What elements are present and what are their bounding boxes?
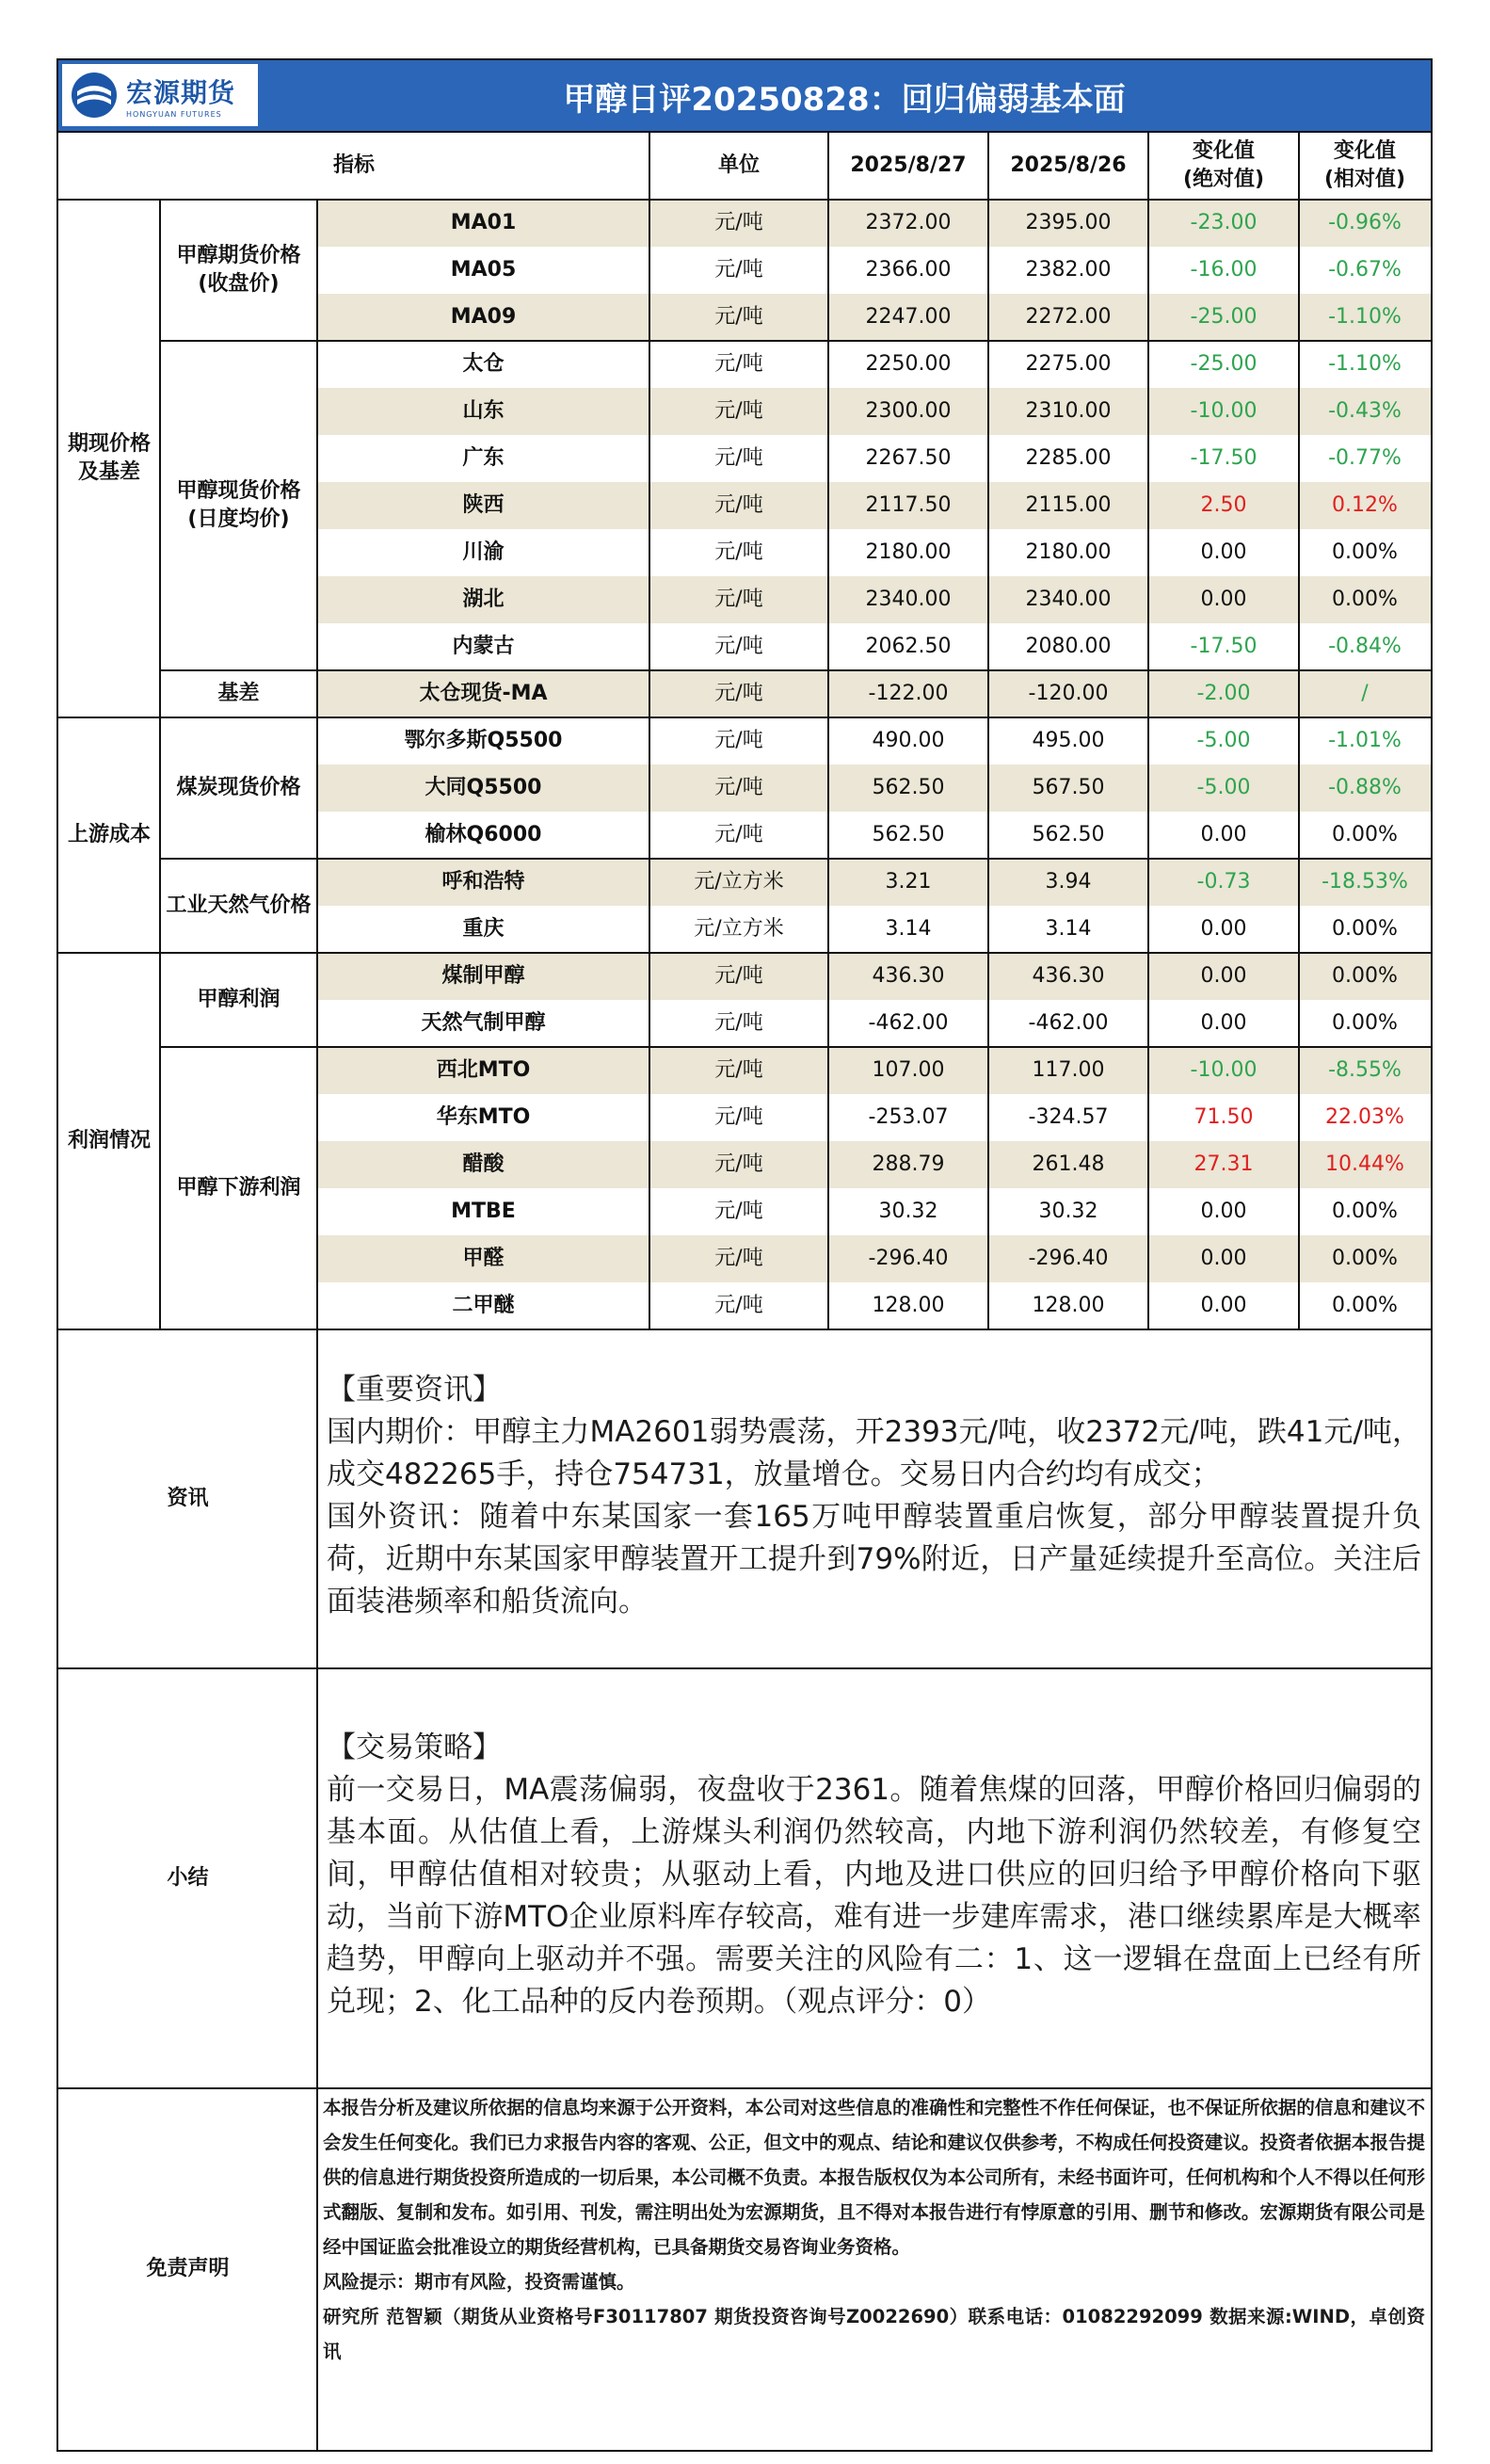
unit-cell: 元/吨: [714, 1200, 763, 1224]
value-date1: 128.00: [872, 1294, 945, 1318]
change-abs: -2.00: [1196, 682, 1251, 706]
change-abs: 0.00: [1200, 917, 1247, 942]
logo-text-en: HONGYUAN FUTURES: [126, 109, 222, 119]
value-date1: 3.14: [885, 917, 932, 942]
change-abs: 71.50: [1194, 1105, 1254, 1130]
indicator-name: 华东MTO: [436, 1105, 531, 1130]
unit-cell: 元/吨: [714, 493, 763, 518]
value-date2: -296.40: [1028, 1247, 1109, 1271]
unit-cell: 元/吨: [714, 635, 763, 659]
grid-line: [58, 199, 1431, 201]
indicator-name: 广东: [462, 446, 505, 471]
col-header-change-rel-line1: 变化值: [1333, 139, 1396, 164]
disclaimer-text: [323, 2090, 1425, 2448]
unit-cell: 元/吨: [714, 776, 763, 800]
indicator-name: 陕西: [462, 493, 505, 518]
indicator-name: 天然气制甲醇: [421, 1011, 546, 1036]
news-heading: 【重要资讯】: [327, 1373, 502, 1407]
indicator-name: 太仓: [462, 352, 505, 377]
unit-cell: 元/吨: [714, 211, 763, 235]
value-date1: 2180.00: [865, 540, 952, 565]
col-header-change-rel: [1299, 132, 1431, 200]
indicator-name: 太仓现货-MA: [419, 682, 548, 706]
value-date1: 2300.00: [865, 399, 952, 424]
author-info: 研究所 范智颖（期货从业资格号F30117807 期货投资咨询号Z0022690）联系电话：01082292099 数据来源:WIND，卓创资讯: [323, 2306, 1425, 2362]
change-abs: 0.00: [1200, 1011, 1247, 1036]
value-date1: 2247.00: [865, 305, 952, 330]
logo-mark-icon: [70, 71, 119, 120]
news-label: 资讯: [167, 1487, 209, 1511]
indicator-name: MA05: [450, 258, 517, 282]
value-date1: 562.50: [872, 823, 945, 847]
grid-line: [987, 132, 989, 1329]
change-abs: -16.00: [1190, 258, 1258, 282]
grid-line: [316, 200, 318, 1329]
indicator-name: 呼和浩特: [441, 870, 525, 894]
change-abs: 0.00: [1200, 823, 1247, 847]
change-rel: 0.00%: [1332, 823, 1398, 847]
value-date2: 495.00: [1032, 729, 1105, 753]
unit-cell: 元/吨: [714, 1105, 763, 1130]
grid-line: [160, 340, 1431, 342]
value-date1: 288.79: [872, 1152, 945, 1177]
change-rel: 0.12%: [1332, 493, 1398, 518]
value-date2: 2275.00: [1025, 352, 1112, 377]
col-header-change-rel-line2: (相对值): [1323, 168, 1406, 191]
change-rel: -0.67%: [1328, 258, 1402, 282]
indicator-name: 醋酸: [462, 1152, 505, 1177]
change-rel: 0.00%: [1332, 1247, 1398, 1271]
subgroup-label: 甲醇利润: [197, 988, 280, 1012]
col-header-change-abs-line2: (绝对值): [1182, 168, 1265, 191]
indicator-name: 山东: [462, 399, 505, 424]
grid-line: [1298, 132, 1300, 1329]
unit-cell: 元/吨: [714, 1011, 763, 1036]
value-date2: 2395.00: [1025, 211, 1112, 235]
unit-cell: 元/吨: [714, 823, 763, 847]
group-label: 利润情况: [67, 1129, 151, 1153]
value-date2: -462.00: [1028, 1011, 1109, 1036]
subgroup-label: 煤炭现货价格: [176, 776, 301, 800]
grid-line: [160, 669, 1431, 671]
change-rel: -1.10%: [1328, 305, 1402, 330]
grid-line: [160, 952, 1431, 954]
subgroup-label: 基差: [217, 682, 260, 706]
value-date1: -462.00: [868, 1011, 949, 1036]
unit-cell: 元/吨: [714, 446, 763, 471]
grid-line: [58, 131, 1431, 133]
value-date2: 30.32: [1038, 1200, 1098, 1224]
change-rel: -18.53%: [1322, 870, 1408, 894]
col-header-change-abs: [1148, 132, 1299, 200]
change-rel: 0.00%: [1332, 917, 1398, 942]
summary-label: 小结: [167, 1866, 209, 1891]
change-abs: 0.00: [1200, 1200, 1247, 1224]
value-date1: 2117.50: [865, 493, 952, 518]
change-abs: 0.00: [1200, 1247, 1247, 1271]
unit-cell: 元/立方米: [694, 870, 784, 894]
news-domestic: 国内期价：甲醇主力MA2601弱势震荡，开2393元/吨，收2372元/吨，跌41元/吨，成交482265手，持仓754731，放量增仓。交易日内合约均有成交；: [327, 1415, 1421, 1491]
subgroup-label: 工业天然气价格: [166, 894, 312, 918]
unit-cell: 元/吨: [714, 729, 763, 753]
risk-warning: 风险提示：期市有风险，投资需谨慎。: [323, 2271, 635, 2293]
summary-text: [327, 1727, 1421, 2081]
grid-line: [159, 200, 161, 1329]
value-date2: 2115.00: [1025, 493, 1112, 518]
indicator-name: 内蒙古: [452, 635, 515, 659]
change-rel: -0.77%: [1328, 446, 1402, 471]
news-text: [327, 1369, 1421, 1661]
value-date2: 562.50: [1032, 823, 1105, 847]
unit-cell: 元/吨: [714, 682, 763, 706]
report-title: 甲醇日评20250828：回归偏弱基本面: [563, 80, 1126, 119]
grid-line: [1147, 132, 1149, 1329]
unit-cell: 元/吨: [714, 1294, 763, 1318]
change-rel: /: [1361, 682, 1369, 706]
value-date2: 128.00: [1032, 1294, 1105, 1318]
indicator-name: 煤制甲醇: [441, 964, 525, 989]
change-abs: 0.00: [1200, 588, 1247, 612]
change-abs: -25.00: [1190, 305, 1258, 330]
value-date1: 3.21: [885, 870, 932, 894]
change-rel: -0.88%: [1328, 776, 1402, 800]
disclaimer-label: 免责声明: [146, 2257, 230, 2281]
value-date2: -120.00: [1028, 682, 1109, 706]
change-abs: 0.00: [1200, 964, 1247, 989]
indicator-name: 甲醛: [462, 1247, 505, 1271]
group-label: 期现价格 及基差: [67, 432, 151, 484]
value-date1: 436.30: [872, 964, 945, 989]
change-rel: 0.00%: [1332, 1200, 1398, 1224]
disclaimer-body: 本报告分析及建议所依据的信息均来源于公开资料，本公司对这些信息的准确性和完整性不作任何保证，也不保证所依据的信息和建议不会发生任何变化。我们已力求报告内容的客观、公正，但文中的观点、结论和建议仅供参考，不构成任何投资建议。投资者依据本报告提供的信息进行期货投资所造成的一切后果，本公司概不负责。本报告版权仅为本公司所有，未经书面许可，任何机构和个人不得以任何形式翻版、复制和发布。如引用、刊发，需注明出处为宏源期货，且不得对本报告进行有悖原意的引用、删节和修改。宏源期货有限公司是经中国证监会批准设立的期货经营机构，已具备期货交易咨询业务资格。: [323, 2097, 1425, 2258]
value-date1: 2340.00: [865, 588, 952, 612]
indicator-name: 重庆: [462, 917, 505, 942]
company-logo: [62, 64, 258, 126]
group-label: 上游成本: [67, 823, 151, 847]
value-date1: 2250.00: [865, 352, 952, 377]
change-rel: -0.43%: [1328, 399, 1402, 424]
value-date2: 567.50: [1032, 776, 1105, 800]
indicator-name: 鄂尔多斯Q5500: [404, 729, 563, 753]
col-header-date1: 2025/8/27: [850, 153, 967, 178]
value-date2: 3.94: [1045, 870, 1092, 894]
change-abs: -23.00: [1190, 211, 1258, 235]
summary-heading: 【交易策略】: [327, 1731, 502, 1764]
value-date1: -296.40: [868, 1247, 949, 1271]
grid-line: [160, 717, 1431, 718]
subgroup-label: 甲醇现货价格 (日度均价): [176, 479, 301, 531]
value-date1: -253.07: [868, 1105, 949, 1130]
value-date1: 2372.00: [865, 211, 952, 235]
value-date2: 2310.00: [1025, 399, 1112, 424]
change-rel: 10.44%: [1325, 1152, 1404, 1177]
unit-cell: 元/吨: [714, 540, 763, 565]
grid-line: [160, 1046, 1431, 1048]
value-date2: 2080.00: [1025, 635, 1112, 659]
change-abs: -5.00: [1196, 776, 1251, 800]
title-bar: [58, 60, 1431, 132]
change-rel: -0.84%: [1328, 635, 1402, 659]
change-abs: -10.00: [1190, 399, 1258, 424]
subgroup-label: 甲醇下游利润: [176, 1176, 301, 1200]
indicator-name: 湖北: [462, 588, 505, 612]
change-abs: 0.00: [1200, 540, 1247, 565]
value-date1: 2366.00: [865, 258, 952, 282]
unit-cell: 元/吨: [714, 588, 763, 612]
unit-cell: 元/吨: [714, 1247, 763, 1271]
change-abs: -0.73: [1196, 870, 1251, 894]
value-date1: 2062.50: [865, 635, 952, 659]
change-rel: -1.01%: [1328, 729, 1402, 753]
subgroup-label: 甲醇期货价格 (收盘价): [176, 244, 301, 296]
value-date1: 490.00: [872, 729, 945, 753]
grid-line: [160, 858, 1431, 860]
value-date1: 562.50: [872, 776, 945, 800]
col-header-unit: 单位: [717, 153, 760, 178]
unit-cell: 元/吨: [714, 305, 763, 330]
unit-cell: 元/吨: [714, 352, 763, 377]
change-abs: -25.00: [1190, 352, 1258, 377]
value-date2: 2382.00: [1025, 258, 1112, 282]
value-date1: 2267.50: [865, 446, 952, 471]
change-rel: -8.55%: [1328, 1058, 1402, 1083]
value-date2: 2340.00: [1025, 588, 1112, 612]
value-date2: 2272.00: [1025, 305, 1112, 330]
report-sheet: [56, 58, 1433, 2452]
change-abs: 2.50: [1200, 493, 1247, 518]
indicator-name: 川渝: [462, 540, 505, 565]
change-rel: 0.00%: [1332, 1011, 1398, 1036]
summary-body: 前一交易日，MA震荡偏弱，夜盘收于2361。随着焦煤的回落，甲醇价格回归偏弱的基本面。从估值上看，上游煤头利润仍然较高，内地下游利润仍然较差，有修复空间，甲醇估值相对较贵；从驱动上看，内地及进口供应的回归给予甲醇价格向下驱动，当前下游MTO企业原料库存较高，难有进一步建库需求，港口继续累库是大概率趋势，甲醇向上驱动并不强。需要关注的风险有二：1、这一逻辑在盘面上已经有所兑现；2、化工品种的反内卷预期。（观点评分：0）: [327, 1773, 1421, 2019]
change-rel: 0.00%: [1332, 1294, 1398, 1318]
col-header-change-abs-line1: 变化值: [1192, 139, 1255, 164]
grid-line: [160, 1329, 1431, 1330]
change-abs: -17.50: [1190, 635, 1258, 659]
change-rel: -0.96%: [1328, 211, 1402, 235]
change-abs: 27.31: [1194, 1152, 1254, 1177]
indicator-name: 大同Q5500: [425, 776, 542, 800]
change-rel: 0.00%: [1332, 964, 1398, 989]
indicator-name: 二甲醚: [452, 1294, 515, 1318]
grid-line: [649, 132, 650, 1329]
news-foreign: 国外资讯：随着中东某国家一套165万吨甲醇装置重启恢复，部分甲醇装置提升负荷，近期中东某国家甲醇装置开工提升到79%附近，日产量延续提升至高位。关注后面装港频率和船货流向。: [327, 1500, 1421, 1619]
change-abs: 0.00: [1200, 1294, 1247, 1318]
value-date2: 2285.00: [1025, 446, 1112, 471]
value-date2: -324.57: [1028, 1105, 1109, 1130]
col-header-date2: 2025/8/26: [1010, 153, 1127, 178]
col-header-indicator: 指标: [332, 153, 375, 178]
indicator-name: MTBE: [451, 1200, 516, 1224]
change-rel: 22.03%: [1325, 1105, 1404, 1130]
indicator-name: MA01: [450, 211, 517, 235]
value-date2: 436.30: [1032, 964, 1105, 989]
value-date1: 30.32: [878, 1200, 938, 1224]
unit-cell: 元/吨: [714, 399, 763, 424]
change-rel: 0.00%: [1332, 540, 1398, 565]
value-date1: 107.00: [872, 1058, 945, 1083]
unit-cell: 元/吨: [714, 1058, 763, 1083]
value-date2: 261.48: [1032, 1152, 1105, 1177]
unit-cell: 元/吨: [714, 964, 763, 989]
unit-cell: 元/吨: [714, 1152, 763, 1177]
value-date1: -122.00: [868, 682, 949, 706]
unit-cell: 元/立方米: [694, 917, 784, 942]
indicator-name: 西北MTO: [436, 1058, 531, 1083]
grid-line: [827, 132, 829, 1329]
value-date2: 2180.00: [1025, 540, 1112, 565]
logo-text-cn: 宏源期货: [126, 76, 236, 108]
change-abs: -10.00: [1190, 1058, 1258, 1083]
value-date2: 117.00: [1032, 1058, 1105, 1083]
value-date2: 3.14: [1045, 917, 1092, 942]
indicator-name: MA09: [450, 305, 517, 330]
change-abs: -5.00: [1196, 729, 1251, 753]
indicator-name: 榆林Q6000: [425, 823, 542, 847]
unit-cell: 元/吨: [714, 258, 763, 282]
change-rel: 0.00%: [1332, 588, 1398, 612]
change-rel: -1.10%: [1328, 352, 1402, 377]
change-abs: -17.50: [1190, 446, 1258, 471]
